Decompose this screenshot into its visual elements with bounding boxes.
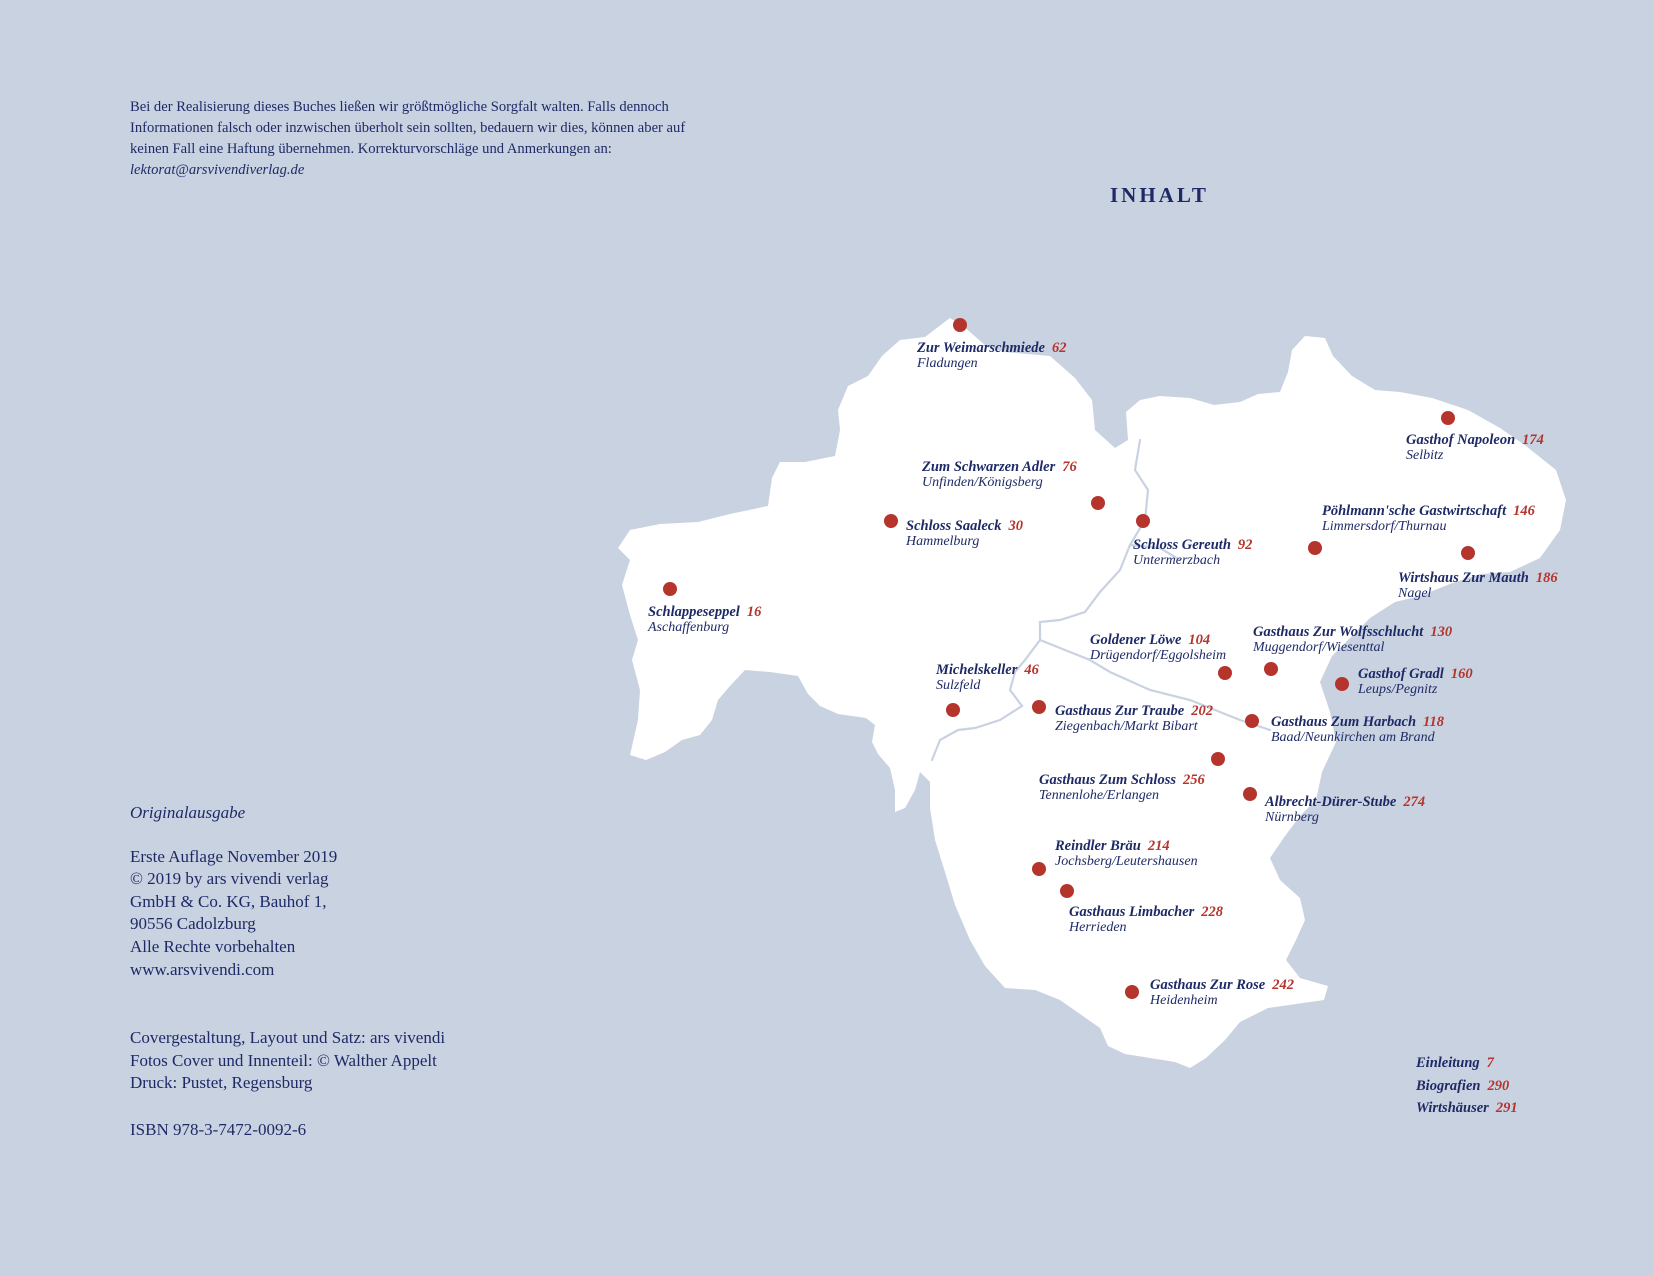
toc-page: 290 [1487, 1077, 1510, 1094]
place-marker[interactable] [1461, 546, 1475, 560]
place-label[interactable] [1039, 772, 1205, 804]
place-marker[interactable] [1335, 677, 1349, 691]
place-name: Schloss Saaleck [906, 518, 1002, 534]
place-page: 242 [1272, 977, 1294, 993]
place-town: Selbitz [1406, 448, 1444, 463]
place-name: Schloss Gereuth [1133, 537, 1231, 553]
toc-page: 291 [1495, 1100, 1518, 1116]
place-marker[interactable] [1060, 884, 1074, 898]
inhalt-heading: INHALT [1110, 183, 1209, 207]
place-town: Muggendorf/Wiesenttal [1253, 640, 1385, 655]
place-page: 118 [1423, 714, 1444, 730]
place-town: Drügendorf/Eggolsheim [1090, 648, 1227, 663]
place-name: Albrecht-Dürer-Stube [1265, 794, 1397, 810]
place-name: Gasthof Napoleon [1406, 432, 1516, 448]
place-name: Schlappeseppel [648, 604, 740, 620]
place-name: Reindler Bräu [1055, 838, 1141, 854]
disclaimer-text: Bei der Realisierung dieses Buches ließen wir größtmögliche Sorgfalt walten. Falls dennoch Informationen falsch oder inzwischen überholt sein sollten, bedauern wir dies, können aber auf keinen Fall eine Haftung übernehmen. Korrekturvorschläge und Anmerkungen an: lektorat@arsvivendiverlag.de [130, 99, 686, 178]
place-name: Michelskeller [936, 662, 1018, 678]
place-page: 130 [1430, 624, 1453, 640]
place-page: 92 [1237, 537, 1253, 553]
website-link[interactable]: www.arsvivendi.com [130, 959, 275, 979]
place-label[interactable] [1265, 794, 1425, 826]
place-marker[interactable] [1125, 985, 1139, 999]
place-page: 202 [1191, 703, 1213, 719]
place-page: 256 [1183, 772, 1205, 788]
place-marker[interactable] [1136, 514, 1150, 528]
place-label[interactable] [1253, 624, 1452, 656]
place-name: Pöhlmann'sche Gastwirtschaft [1322, 503, 1507, 519]
place-town: Baad/Neunkirchen am Brand [1271, 730, 1435, 745]
place-marker[interactable] [1218, 666, 1232, 680]
place-page: 274 [1403, 794, 1426, 810]
toc-item[interactable] [1416, 1097, 1518, 1120]
place-town: Nürnberg [1265, 810, 1319, 825]
place-page: 30 [1008, 518, 1023, 534]
place-page: 186 [1535, 570, 1558, 586]
place-marker[interactable] [1441, 411, 1455, 425]
place-page: 62 [1051, 340, 1067, 356]
place-marker[interactable] [1032, 700, 1046, 714]
imprint-line: © 2019 by ars vivendi verlag [130, 869, 329, 889]
place-marker[interactable] [946, 703, 960, 717]
place-town: Herrieden [1069, 920, 1127, 935]
place-town: Jochsberg/Leutershausen [1055, 854, 1198, 869]
place-town: Ziegenbach/Markt Bibart [1055, 719, 1198, 734]
place-page: 160 [1450, 666, 1473, 682]
place-town: Limmersdorf/Thurnau [1322, 519, 1447, 534]
place-label[interactable] [648, 604, 761, 636]
place-name: Zum Schwarzen Adler [922, 459, 1056, 475]
place-town: Untermerzbach [1133, 553, 1221, 568]
place-town: Heidenheim [1150, 993, 1218, 1008]
place-town: Leups/Pegnitz [1358, 682, 1438, 697]
place-town: Unfinden/Königsberg [922, 475, 1043, 490]
place-town: Tennenlohe/Erlangen [1039, 788, 1160, 803]
place-label[interactable] [1150, 977, 1294, 1009]
place-label[interactable] [1133, 537, 1252, 569]
place-marker[interactable] [1032, 862, 1046, 876]
place-page: 146 [1513, 503, 1535, 519]
place-label[interactable] [1271, 714, 1444, 746]
place-label[interactable] [1055, 703, 1213, 735]
place-name: Gasthaus Limbacher [1069, 904, 1195, 920]
imprint-line: GmbH & Co. KG, Bauhof 1, [130, 891, 327, 911]
credit-line: Fotos Cover und Innenteil: © Walther Appelt [130, 1050, 437, 1070]
place-town: Aschaffenburg [648, 620, 730, 635]
place-name: Gasthaus Zum Schloss [1039, 772, 1176, 788]
place-page: 228 [1201, 904, 1224, 920]
place-marker[interactable] [1211, 752, 1225, 766]
place-marker[interactable] [1245, 714, 1259, 728]
place-name: Goldener Löwe [1090, 632, 1182, 648]
credit-line: Druck: Pustet, Regensburg [130, 1073, 313, 1093]
place-label[interactable] [917, 340, 1066, 372]
place-marker[interactable] [663, 582, 677, 596]
place-town: Sulzfeld [936, 678, 981, 693]
place-marker[interactable] [1264, 662, 1278, 676]
place-page: 104 [1188, 632, 1211, 648]
toc-label: Einleitung [1416, 1055, 1480, 1071]
place-label[interactable] [1398, 570, 1558, 602]
place-marker[interactable] [953, 318, 967, 332]
place-label[interactable] [922, 459, 1077, 491]
place-name: Gasthaus Zum Harbach [1271, 714, 1417, 730]
place-name: Wirtshaus Zur Mauth [1398, 570, 1529, 586]
credit-line: Covergestaltung, Layout und Satz: ars vivendi [130, 1028, 446, 1048]
place-name: Gasthaus Zur Traube [1055, 703, 1185, 719]
place-town: Hammelburg [906, 534, 980, 549]
lektorat-email[interactable]: lektorat@arsvivendiverlag.de [130, 162, 305, 178]
place-name: Gasthaus Zur Wolfsschlucht [1253, 624, 1424, 640]
place-label[interactable] [1069, 904, 1223, 936]
place-marker[interactable] [1308, 541, 1322, 555]
place-page: 16 [746, 604, 762, 620]
place-page: 174 [1522, 432, 1544, 448]
toc-label: Wirtshäuser [1416, 1100, 1489, 1116]
place-marker[interactable] [884, 514, 898, 528]
place-label[interactable] [1322, 503, 1535, 535]
place-page: 46 [1024, 662, 1039, 678]
toc-item[interactable] [1416, 1075, 1518, 1098]
imprint-line: Alle Rechte vorbehalten [130, 936, 296, 956]
place-label[interactable] [1090, 632, 1226, 664]
imprint-block [130, 802, 445, 1142]
place-town: Fladungen [917, 356, 978, 371]
imprint-line: Erste Auflage November 2019 [130, 846, 338, 866]
toc-label: Biografien [1416, 1077, 1481, 1094]
place-page: 76 [1062, 459, 1077, 475]
place-name: Gasthaus Zur Rose [1150, 977, 1266, 993]
place-label[interactable] [936, 662, 1039, 694]
edition-label: Originalausgabe [130, 803, 246, 822]
place-page: 214 [1147, 838, 1170, 854]
imprint-line: 90556 Cadolzburg [130, 914, 256, 934]
toc-item[interactable] [1416, 1052, 1518, 1075]
place-label[interactable] [1358, 666, 1473, 698]
toc-page: 7 [1486, 1055, 1494, 1071]
place-marker[interactable] [1091, 496, 1105, 510]
toc-list [1416, 1052, 1518, 1120]
place-town: Nagel [1398, 586, 1432, 601]
place-marker[interactable] [1243, 787, 1257, 801]
place-label[interactable] [1055, 838, 1198, 870]
place-label[interactable] [906, 518, 1023, 550]
place-label[interactable] [1406, 432, 1544, 464]
place-name: Zur Weimarschmiede [917, 340, 1045, 356]
isbn: ISBN 978-3-7472-0092-6 [130, 1119, 307, 1139]
place-name: Gasthof Gradl [1358, 666, 1444, 682]
